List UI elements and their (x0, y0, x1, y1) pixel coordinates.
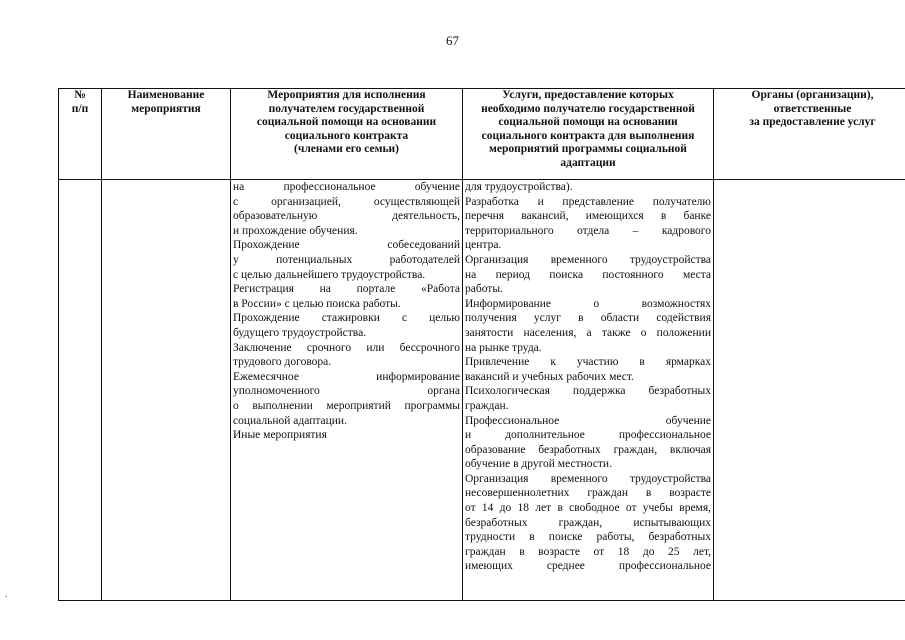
header-name-line: мероприятия (131, 102, 201, 115)
text-line: граждан в возрасте от 18 до 25 лет, (465, 545, 711, 558)
services-text (463, 180, 713, 574)
text-line: у потенциальных работодателей (233, 253, 460, 266)
text-line: и прохождение обучения. (233, 224, 358, 237)
cell-name (102, 180, 231, 601)
text-line: образовательную деятельность, (233, 210, 460, 223)
header-services-line: Услуги, предоставление которых (502, 89, 674, 101)
activities-text (231, 180, 462, 443)
text-line: трудового договора. (233, 356, 332, 369)
header-bodies (714, 89, 905, 180)
text-line: образование безработных граждан, включая (465, 443, 711, 456)
text-line: трудности в поиске работы, безработных (465, 531, 711, 544)
text-line: на профессиональное обучение (233, 181, 460, 193)
text-line: занятости населения, а также о положении (465, 326, 711, 339)
header-services-line: необходимо получателю государственной (481, 102, 695, 115)
text-line: Разработка и представление получателю (465, 195, 711, 208)
text-line: Психологическая поддержка безработных (465, 385, 711, 398)
header-name-line: Наименование (127, 89, 205, 101)
text-line: вакансий и учебных рабочих мест. (465, 370, 634, 383)
text-line: граждан. (465, 399, 509, 412)
text-line: Информирование о возможностях (465, 297, 711, 310)
header-bodies-line: ответственные (773, 102, 852, 115)
text-line: о выполнении мероприятий программы (233, 399, 460, 412)
cell-activities (231, 180, 463, 601)
header-name (102, 89, 231, 180)
text-line: обучение в другой местности. (465, 458, 612, 471)
text-line: Ежемесячное информирование (233, 370, 460, 383)
text-line: и дополнительное профессиональное (465, 429, 711, 442)
text-line: социальной адаптации. (233, 414, 347, 427)
text-line: на рынке труда. (465, 341, 542, 354)
header-services-line: адаптации (560, 156, 616, 169)
text-line: с целью дальнейшего трудоустройства. (233, 268, 426, 281)
text-line: получения услуг в области содействия (465, 312, 711, 325)
header-bodies-line: Органы (организации), (751, 89, 874, 101)
text-line: от 14 до 18 лет в свободное от учебы время, (465, 502, 711, 515)
text-line: в России» с целью поиска работы. (233, 297, 401, 310)
header-services-line: социального контракта для выполнения (481, 129, 695, 142)
header-services-line: мероприятий программы социальной (489, 143, 687, 155)
text-line: Прохождение стажировки с целью (233, 312, 460, 325)
text-line: для трудоустройства). (465, 181, 573, 193)
header-activities-line: социальной помощи на основании (256, 116, 437, 128)
text-line: Прохождение собеседований (233, 239, 460, 252)
table-header-row (59, 89, 905, 180)
text-line: с организацией, осуществляющей (233, 195, 460, 208)
text-line: имеющих среднее профессиональное (465, 560, 711, 573)
text-line: будущего трудоустройства. (233, 326, 367, 339)
header-services-line: социальной помощи на основании (498, 116, 678, 128)
header-activities (231, 89, 463, 180)
header-activities-line: получателем государственной (268, 102, 425, 115)
header-num-line: п/п (71, 102, 89, 115)
header-num-line: № (74, 89, 86, 101)
text-line: Профессиональное обучение (465, 414, 711, 427)
cell-services (463, 180, 714, 601)
scan-mark: . (5, 589, 8, 600)
text-line: Иные мероприятия (233, 429, 327, 442)
header-activities-line: Мероприятия для исполнения (267, 89, 426, 101)
text-line: на период поиска постоянного места (465, 268, 711, 281)
page-number: 67 (446, 33, 459, 48)
text-line: территориального отдела – кадрового (465, 224, 711, 237)
text-line: работы. (465, 283, 503, 296)
services-table (58, 88, 905, 601)
header-activities-line: (членами его семьи) (294, 143, 399, 155)
text-line: Организация временного трудоустройства (465, 253, 711, 266)
text-line: Заключение срочного или бессрочного (233, 341, 460, 354)
text-line: Регистрация на портале «Работа (233, 283, 460, 296)
text-line: перечня вакансий, имеющихся в банке (465, 210, 711, 223)
text-line: несовершеннолетних граждан в возрасте (465, 487, 711, 500)
text-line: уполномоченного органа (233, 385, 460, 398)
text-line: Привлечение к участию в ярмарках (465, 356, 711, 369)
header-num (59, 89, 102, 180)
header-activities-line: социального контракта (284, 129, 409, 142)
text-line: Организация временного трудоустройства (465, 472, 711, 485)
cell-num (59, 180, 102, 601)
header-bodies-line: за предоставление услуг (749, 116, 876, 128)
text-line: центра. (465, 239, 502, 252)
text-line: безработных граждан, испытывающих (465, 516, 711, 529)
header-services (463, 89, 714, 180)
cell-bodies (714, 180, 905, 601)
table-row (59, 180, 905, 601)
